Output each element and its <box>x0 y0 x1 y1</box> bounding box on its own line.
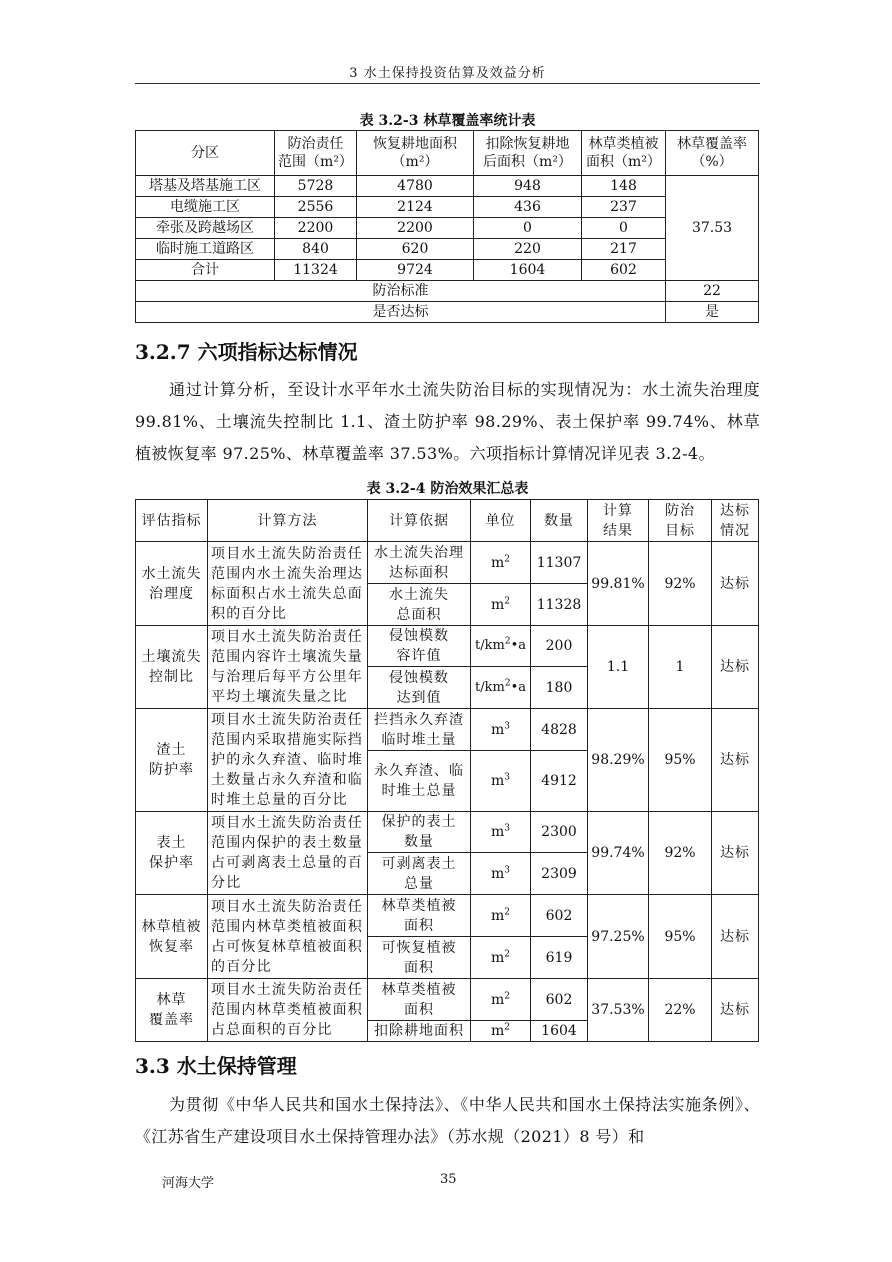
status-value: 达标 <box>712 542 759 626</box>
calc-basis: 可恢复植被 面积 <box>368 937 471 979</box>
target-value: 95% <box>649 895 712 979</box>
th-after: 扣除恢复耕地 后面积（m²） <box>474 131 582 176</box>
target-value: 1 <box>649 626 712 709</box>
quantity: 11307 <box>531 542 588 584</box>
running-header: 3 水土保持投资估算及效益分析 <box>349 66 546 81</box>
calc-result: 99.81% <box>588 542 649 626</box>
quantity: 4828 <box>531 709 588 751</box>
paragraph-summary: 通过计算分析，至设计水平年水土流失防治目标的实现情况为：水土流失治理度 99.81%、土壤流失控制比 1.1、渣土防护率 98.29%、表土保护率 99.74%、林草植被恢复率 97.25%、林草覆盖率 37.53%。六项指标计算情况详见表 3.2-4。 <box>135 380 760 463</box>
calc-result: 98.29% <box>588 709 649 812</box>
table-row <box>136 218 759 239</box>
calc-basis: 侵蚀模数 达到值 <box>368 667 471 709</box>
after-value: 1604 <box>474 260 582 281</box>
veg-value: 0 <box>582 218 666 239</box>
unit: $m^2$ <box>471 979 531 1021</box>
calc-method: 项目水土流失防治责任范围内水土流失治理达标面积占水土流失总面积的百分比 <box>208 542 368 626</box>
calc-method: 项目水土流失防治责任范围内保护的表土数量占可剥离表土总量的百分比 <box>208 812 368 895</box>
th-coverage: 林草覆盖率 （%） <box>666 131 759 176</box>
meet-row <box>136 302 759 323</box>
quantity: 2300 <box>531 812 588 853</box>
zone-name: 临时施工道路区 <box>136 239 275 260</box>
restore-value: 2200 <box>357 218 474 239</box>
unit: $m^3$ <box>471 812 531 853</box>
quantity: 602 <box>531 895 588 937</box>
target-value: 22% <box>649 979 712 1042</box>
unit: $m^2$ <box>471 1021 531 1042</box>
calc-basis: 林草类植被 面积 <box>368 895 471 937</box>
table2-header-row <box>136 500 759 542</box>
status-value: 达标 <box>712 895 759 979</box>
effect-summary-table <box>135 499 759 1042</box>
standard-label: 防治标准 <box>136 281 666 302</box>
table1-caption: 表 3.2-3 林草覆盖率统计表 <box>359 113 536 129</box>
th-area: 防治责任 范围（m²） <box>275 131 357 176</box>
quantity: 1604 <box>531 1021 588 1042</box>
coverage-table <box>135 130 759 323</box>
area-value: 2556 <box>275 197 357 218</box>
th-status: 达标 情况 <box>712 500 759 542</box>
calc-basis: 林草类植被 面积 <box>368 979 471 1021</box>
coverage-value: 37.53 <box>666 176 759 281</box>
footer-org: 河海大学 <box>162 1176 215 1191</box>
calc-basis: 扣除耕地面积 <box>368 1021 471 1042</box>
area-value: 2200 <box>275 218 357 239</box>
calc-basis: 水土流失治理 达标面积 <box>368 542 471 584</box>
th-indicator: 评估指标 <box>136 500 208 542</box>
target-value: 92% <box>649 812 712 895</box>
zone-name: 合计 <box>136 260 275 281</box>
quantity: 2309 <box>531 853 588 895</box>
veg-value: 217 <box>582 239 666 260</box>
standard-row <box>136 281 759 302</box>
after-value: 436 <box>474 197 582 218</box>
th-veg: 林草类植被 面积（m²） <box>582 131 666 176</box>
indicator-name: 表土 保护率 <box>136 812 208 895</box>
restore-value: 620 <box>357 239 474 260</box>
th-result: 计算 结果 <box>588 500 649 542</box>
after-value: 0 <box>474 218 582 239</box>
calc-basis: 保护的表土 数量 <box>368 812 471 853</box>
zone-name: 牵张及跨越场区 <box>136 218 275 239</box>
section-heading-327: 3.2.7 六项指标达标情况 <box>135 340 358 364</box>
quantity: 602 <box>531 979 588 1021</box>
restore-value: 4780 <box>357 176 474 197</box>
quantity: 180 <box>531 667 588 709</box>
quantity: 619 <box>531 937 588 979</box>
calc-method: 项目水土流失防治责任范围内林草类植被面积占总面积的百分比 <box>208 979 368 1042</box>
header-rule <box>135 83 760 84</box>
table-row <box>136 979 759 1021</box>
meet-value: 是 <box>666 302 759 323</box>
zone-name: 塔基及塔基施工区 <box>136 176 275 197</box>
after-value: 220 <box>474 239 582 260</box>
calc-basis: 永久弃渣、临 时堆土总量 <box>368 751 471 812</box>
indicator-name: 土壤流失 控制比 <box>136 626 208 709</box>
unit: $m^3$ <box>471 751 531 812</box>
meet-label: 是否达标 <box>136 302 666 323</box>
target-value: 92% <box>649 542 712 626</box>
indicator-name: 水土流失 治理度 <box>136 542 208 626</box>
indicator-name: 林草植被 恢复率 <box>136 895 208 979</box>
restore-value: 9724 <box>357 260 474 281</box>
calc-method: 项目水土流失防治责任范围内容许土壤流失量与治理后每平方公里年平均土壤流失量之比 <box>208 626 368 709</box>
th-restore: 恢复耕地面积 （m²） <box>357 131 474 176</box>
unit: $m^2$ <box>471 937 531 979</box>
th-method: 计算方法 <box>208 500 368 542</box>
th-target: 防治 目标 <box>649 500 712 542</box>
calc-result: 97.25% <box>588 895 649 979</box>
area-value: 11324 <box>275 260 357 281</box>
calc-basis: 水土流失 总面积 <box>368 584 471 626</box>
page-number: 35 <box>440 1172 457 1187</box>
quantity: 4912 <box>531 751 588 812</box>
calc-method: 项目水土流失防治责任范围内采取措施实际挡护的永久弃渣、临时堆土数量占永久弃渣和临时堆土总量的百分比 <box>208 709 368 812</box>
quantity: 11328 <box>531 584 588 626</box>
table-row <box>136 895 759 937</box>
table-row <box>136 812 759 853</box>
table-row <box>136 542 759 584</box>
quantity: 200 <box>531 626 588 667</box>
area-value: 840 <box>275 239 357 260</box>
veg-value: 148 <box>582 176 666 197</box>
table-row <box>136 197 759 218</box>
table-row <box>136 626 759 667</box>
unit: $m^2$ <box>471 895 531 937</box>
unit: $t/km^2•a$ <box>471 667 531 709</box>
target-value: 95% <box>649 709 712 812</box>
calc-method: 项目水土流失防治责任范围内林草类植被面积占可恢复林草植被面积的百分比 <box>208 895 368 979</box>
table-row-total <box>136 260 759 281</box>
calc-result: 37.53% <box>588 979 649 1042</box>
calc-result: 1.1 <box>588 626 649 709</box>
table2-caption: 表 3.2-4 防治效果汇总表 <box>366 481 529 497</box>
indicator-name: 渣土 防护率 <box>136 709 208 812</box>
indicator-name: 林草 覆盖率 <box>136 979 208 1042</box>
veg-value: 237 <box>582 197 666 218</box>
unit: $m^3$ <box>471 709 531 751</box>
area-value: 5728 <box>275 176 357 197</box>
table1-header-row <box>136 131 759 176</box>
section-heading-33: 3.3 水土保持管理 <box>135 1054 297 1078</box>
zone-name: 电缆施工区 <box>136 197 275 218</box>
status-value: 达标 <box>712 812 759 895</box>
calc-basis: 侵蚀模数 容许值 <box>368 626 471 667</box>
th-quantity: 数量 <box>531 500 588 542</box>
table-row <box>136 709 759 751</box>
restore-value: 2124 <box>357 197 474 218</box>
after-value: 948 <box>474 176 582 197</box>
status-value: 达标 <box>712 626 759 709</box>
unit: $t/km^2•a$ <box>471 626 531 667</box>
table-row <box>136 176 759 197</box>
calc-result: 99.74% <box>588 812 649 895</box>
unit: $m^3$ <box>471 853 531 895</box>
unit: $m^2$ <box>471 584 531 626</box>
calc-basis: 拦挡永久弃渣 临时堆土量 <box>368 709 471 751</box>
paragraph-management: 为贯彻《中华人民共和国水土保持法》、《中华人民共和国水土保持法实施条例》、《江苏省生产建设项目水土保持管理办法》（苏水规（2021）8 号）和 <box>135 1095 760 1146</box>
unit: $m^2$ <box>471 542 531 584</box>
status-value: 达标 <box>712 709 759 812</box>
veg-value: 602 <box>582 260 666 281</box>
table-row <box>136 239 759 260</box>
th-zone: 分区 <box>136 131 275 176</box>
th-unit: 单位 <box>471 500 531 542</box>
standard-value: 22 <box>666 281 759 302</box>
status-value: 达标 <box>712 979 759 1042</box>
th-basis: 计算依据 <box>368 500 471 542</box>
calc-basis: 可剥离表土 总量 <box>368 853 471 895</box>
